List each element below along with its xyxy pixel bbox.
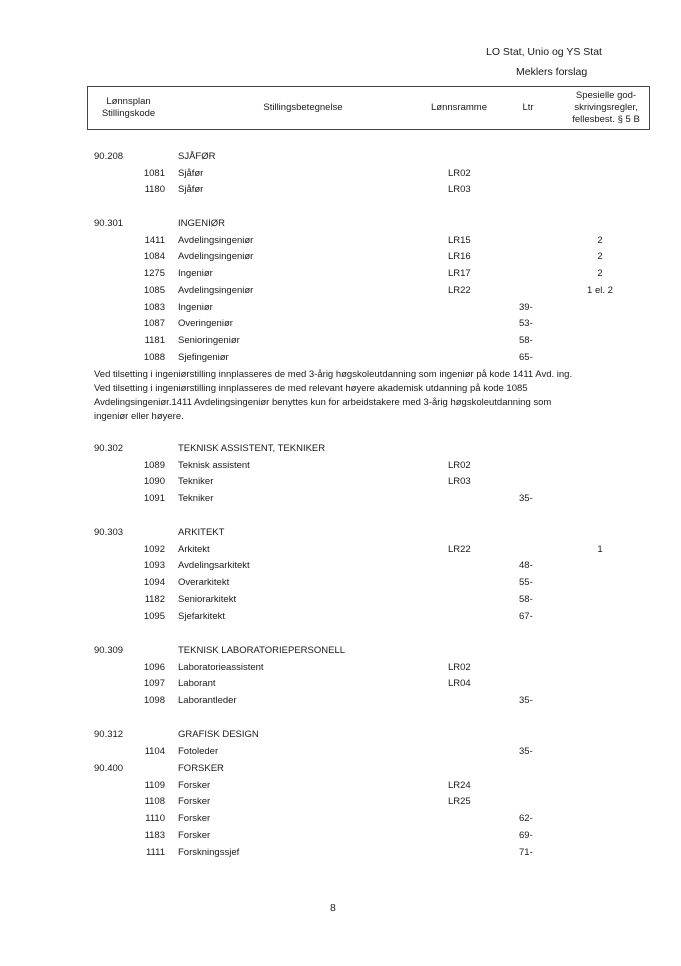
- position-code: 1089: [143, 459, 165, 471]
- group-title: TEKNISK ASSISTENT, TEKNIKER: [178, 443, 326, 454]
- salary-range: LR22: [448, 284, 471, 296]
- position-title: Laboratorieassistent: [178, 661, 264, 673]
- special-rules: 2: [597, 268, 603, 280]
- salary-step: 69-: [519, 829, 533, 841]
- position-code: 1108: [144, 796, 165, 808]
- special-rules: 2: [597, 234, 603, 246]
- position-code: 1097: [143, 678, 165, 690]
- salary-range: LR02: [448, 459, 471, 471]
- table-row: [0, 333, 681, 349]
- salary-range: LR03: [448, 476, 471, 488]
- position-title: Forsker: [178, 813, 211, 825]
- page-number: 8: [330, 902, 336, 914]
- salary-range: LR22: [448, 543, 471, 555]
- group-plan-code: 90.312: [94, 729, 124, 740]
- position-title: Avdelingsingeniør: [178, 234, 254, 246]
- position-title: Teknisk assistent: [178, 459, 250, 471]
- salary-step: 35-: [519, 493, 533, 505]
- table-row: [0, 778, 681, 794]
- col-lonnsplan: Lønnsplan Stillingskode: [101, 96, 156, 119]
- group-plan-code: 90.303: [94, 527, 124, 538]
- table-row: [0, 660, 681, 676]
- position-title: Seniorarkitekt: [178, 593, 237, 605]
- special-rules: 1: [597, 543, 603, 555]
- position-code: 1087: [143, 318, 165, 330]
- table-row: [0, 458, 681, 474]
- group-title: GRAFISK DESIGN: [178, 729, 259, 740]
- salary-step: 53-: [519, 318, 533, 330]
- position-title: Laborantleder: [178, 695, 237, 707]
- salary-range: LR15: [448, 234, 471, 246]
- table-row: [0, 592, 681, 608]
- position-title: Overarkitekt: [178, 577, 230, 589]
- position-code: 1081: [143, 167, 165, 179]
- table-row: [0, 558, 681, 574]
- salary-step: 48-: [519, 560, 533, 572]
- position-title: Sjefingeniør: [178, 351, 229, 363]
- table-row: [0, 609, 681, 625]
- table-row: [0, 266, 681, 282]
- table-row: [0, 249, 681, 265]
- table-row: [0, 474, 681, 490]
- group-plan-code: 90.400: [94, 763, 124, 774]
- group-title: SJÅFØR: [178, 151, 216, 162]
- table-row: [0, 283, 681, 299]
- position-code: 1096: [143, 661, 165, 673]
- position-title: Tekniker: [178, 493, 214, 505]
- salary-step: 71-: [519, 846, 533, 858]
- table-row: [0, 233, 681, 249]
- table-row: [0, 744, 681, 760]
- table-row: [0, 300, 681, 316]
- table-row: [0, 350, 681, 366]
- group-title: FORSKER: [178, 763, 224, 774]
- col-ltr: Ltr: [522, 102, 534, 113]
- table-row: [0, 491, 681, 507]
- position-code: 1111: [145, 846, 165, 858]
- position-code: 1092: [143, 543, 165, 555]
- position-title: Forsker: [178, 829, 211, 841]
- special-rules: 1 el. 2: [587, 284, 613, 296]
- salary-range: LR04: [448, 678, 471, 690]
- salary-step: 65-: [519, 351, 533, 363]
- salary-step: 39-: [519, 301, 533, 313]
- position-code: 1275: [143, 268, 165, 280]
- salary-step: 67-: [519, 610, 533, 622]
- col-ramme: Lønnsramme: [431, 102, 487, 113]
- group-title: INGENIØR: [178, 218, 225, 229]
- table-header: [87, 86, 650, 130]
- position-title: Avdelingsingeniør: [178, 284, 254, 296]
- position-code: 1093: [143, 560, 165, 572]
- col-spec: Spesielle god- skrivingsregler, fellesbest. § 5 B: [572, 90, 640, 125]
- group-header-row: [0, 643, 681, 659]
- note-paragraph: Ved tilsetting i ingeniørstilling innplasseres de med 3-årig høgskoleutdanning som ingeniør på kode 1411 Avd. ing. Ved tilsetting i ingeniørstilling innplasseres de med relevant høyere akademisk utdanning på kode 1085 Avdelingsingeniør.1411 Avdelingsingeniør benyttes kun for arbeidstakere med 3-årig høgskoleutdanning som ingeniør eller høyere.: [94, 369, 573, 422]
- salary-step: 58-: [519, 334, 533, 346]
- group-plan-code: 90.301: [94, 218, 124, 229]
- group-title: ARKITEKT: [178, 527, 225, 538]
- position-code: 1182: [144, 593, 165, 605]
- salary-range: LR17: [448, 268, 471, 280]
- salary-range: LR03: [448, 184, 471, 196]
- salary-step: 58-: [519, 593, 533, 605]
- position-code: 1088: [143, 351, 165, 363]
- table-row: [0, 676, 681, 692]
- group-header-row: [0, 525, 681, 541]
- position-title: Overingeniør: [178, 318, 233, 330]
- table-row: [0, 794, 681, 810]
- table-row: [0, 575, 681, 591]
- position-title: Sjåfør: [178, 167, 204, 179]
- position-code: 1094: [143, 577, 165, 589]
- position-code: 1091: [143, 493, 165, 505]
- position-code: 1181: [144, 334, 165, 346]
- position-title: Forsker: [178, 796, 211, 808]
- position-code: 1098: [143, 695, 165, 707]
- position-code: 1110: [145, 813, 165, 825]
- table-row: [0, 828, 681, 844]
- salary-range: LR02: [448, 661, 471, 673]
- position-code: 1183: [144, 829, 165, 841]
- position-title: Avdelingsarkitekt: [178, 560, 250, 572]
- table-row: [0, 182, 681, 198]
- position-code: 1095: [143, 610, 165, 622]
- position-title: Ingeniør: [178, 268, 213, 280]
- position-title: Laborant: [178, 678, 216, 690]
- header-parties: LO Stat, Unio og YS Stat: [486, 46, 602, 58]
- position-title: Fotoleder: [178, 745, 219, 757]
- table-row: [0, 811, 681, 827]
- position-code: 1090: [143, 476, 165, 488]
- position-title: Arkitekt: [178, 543, 210, 555]
- group-header-row: [0, 149, 681, 165]
- header-proposal: Meklers forslag: [516, 66, 588, 78]
- position-title: Sjefarkitekt: [178, 610, 225, 622]
- salary-step: 35-: [519, 695, 533, 707]
- salary-range: LR02: [448, 167, 471, 179]
- group-header-row: [0, 727, 681, 743]
- salary-step: 62-: [519, 813, 533, 825]
- group-plan-code: 90.208: [94, 151, 124, 162]
- table-row: [0, 845, 681, 861]
- group-plan-code: 90.302: [94, 443, 124, 454]
- position-title: Ingeniør: [178, 301, 213, 313]
- salary-range: LR24: [448, 779, 471, 791]
- position-title: Forsker: [178, 779, 211, 791]
- position-code: 1411: [144, 234, 165, 246]
- group-plan-code: 90.309: [94, 645, 124, 656]
- position-code: 1180: [144, 184, 165, 196]
- position-code: 1083: [143, 301, 165, 313]
- salary-range: LR16: [448, 251, 471, 263]
- position-code: 1084: [143, 251, 165, 263]
- special-rules: 2: [597, 251, 603, 263]
- position-title: Senioringeniør: [178, 334, 240, 346]
- position-title: Avdelingsingeniør: [178, 251, 254, 263]
- table-row: [0, 316, 681, 332]
- group-header-row: [0, 216, 681, 232]
- group-header-row: [0, 441, 681, 457]
- table-row: [0, 542, 681, 558]
- position-title: Sjåfør: [178, 184, 204, 196]
- group-header-row: [0, 761, 681, 777]
- salary-step: 35-: [519, 745, 533, 757]
- table-row: [0, 693, 681, 709]
- table-row: [0, 166, 681, 182]
- col-betegnelse: Stillingsbetegnelse: [263, 102, 343, 113]
- salary-step: 55-: [519, 577, 533, 589]
- position-code: 1109: [144, 779, 165, 791]
- position-title: Tekniker: [178, 476, 214, 488]
- group-title: TEKNISK LABORATORIEPERSONELL: [178, 645, 346, 656]
- position-code: 1104: [144, 745, 165, 757]
- position-code: 1085: [143, 284, 165, 296]
- salary-range: LR25: [448, 796, 471, 808]
- position-title: Forskningssjef: [178, 846, 240, 858]
